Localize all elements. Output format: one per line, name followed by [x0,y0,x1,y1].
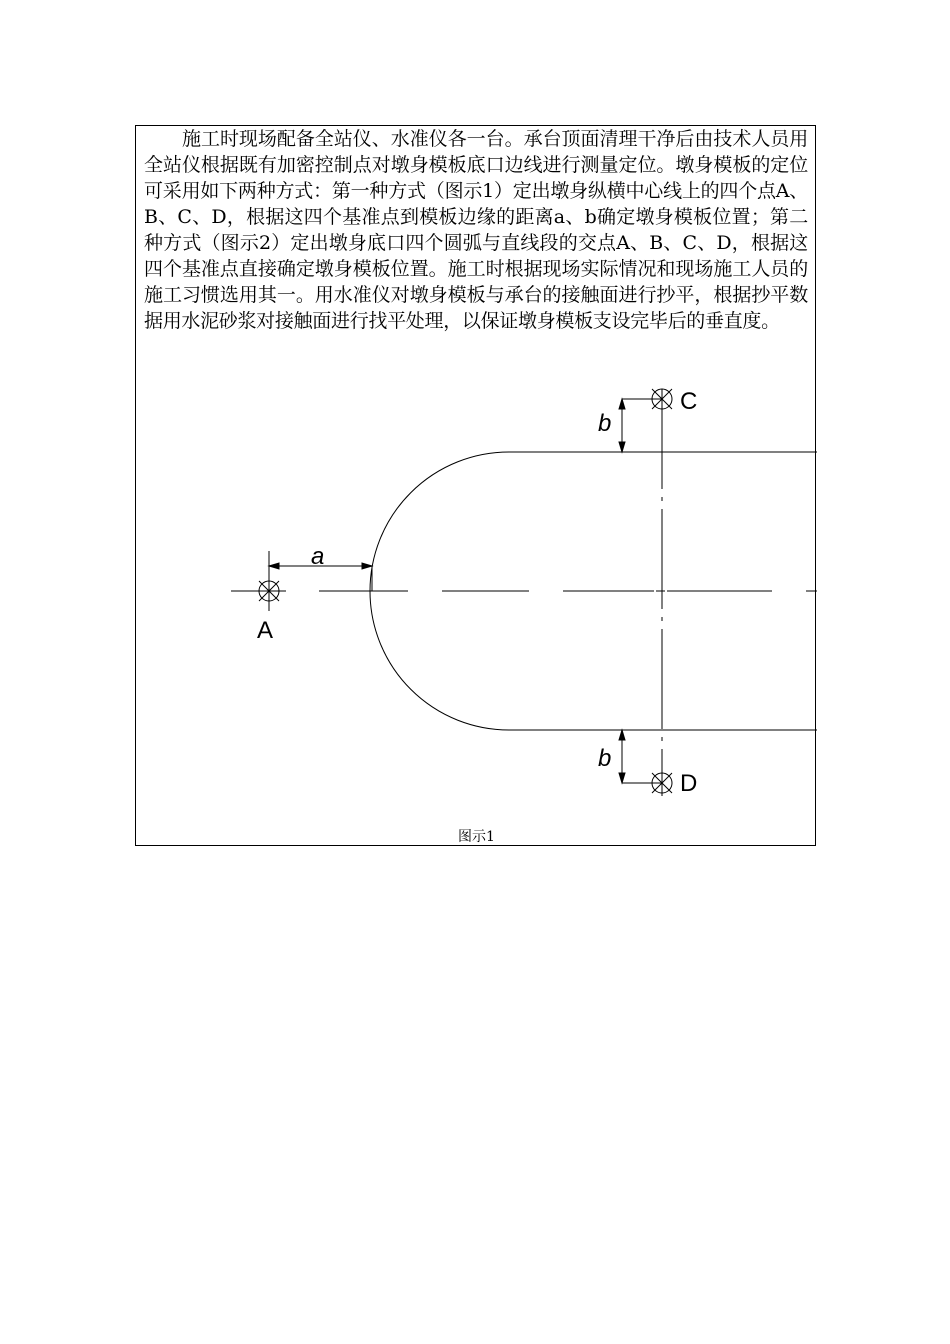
label-dim-b-bottom: b [598,745,612,772]
label-point-a: A [257,617,274,644]
body-paragraph: 施工时现场配备全站仪、水准仪各一台。承台顶面清理干净后由技术人员用全站仪根据既有加密控制点对墩身模板底口边线进行测量定位。墩身模板的定位可采用如下两种方式：第一种方式（图示1）定出墩身纵横中心线上的四个点A、B、C、D，根据这四个基准点到模板边缘的距离a、b确定墩身模板位置；第二种方式（图示2）定出墩身底口四个圆弧与直线段的交点A、B、C、D，根据这四个基准点直接确定墩身模板位置。施工时根据现场实际情况和现场施工人员的施工习惯选用其一。用水准仪对墩身模板与承台的接触面进行抄平，根据抄平数据用水泥砂浆对接触面进行找平处理，以保证墩身模板支设完毕后的垂直度。 [144,128,808,332]
label-point-c: C [680,388,698,415]
pier-positioning-diagram [136,126,817,847]
content-box [135,125,816,846]
label-point-d: D [680,770,698,797]
figure-caption: 图示1 [458,829,495,845]
label-dim-b-top: b [598,410,612,437]
label-dim-a: a [311,543,325,570]
